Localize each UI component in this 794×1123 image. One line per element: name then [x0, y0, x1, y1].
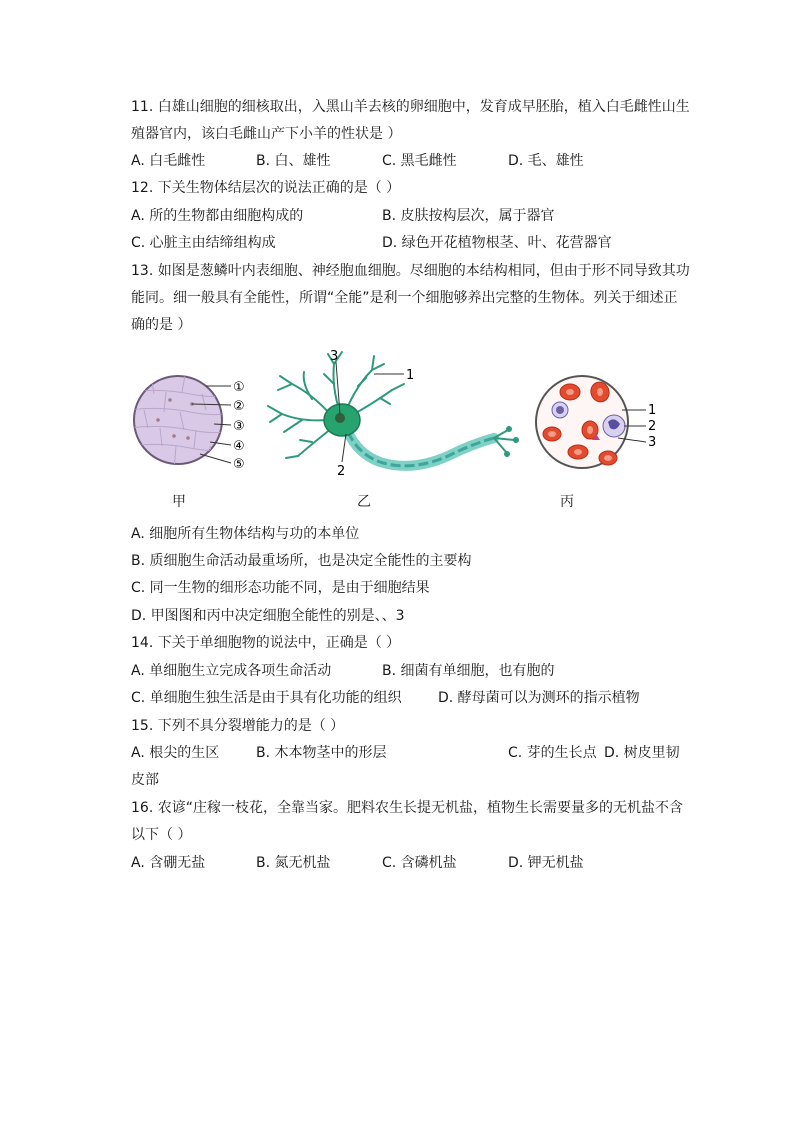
yi-label-2: 2: [337, 464, 346, 479]
bing-label-1: 1: [648, 403, 657, 418]
q11-option-b: B. 白、雄性: [256, 153, 331, 169]
q16-stem-line2: 以下（ ）: [131, 827, 192, 843]
q11-stem-line1: 11. 白雄山细胞的细核取出，入黑山羊去核的卵细胞中，发育成早胚胎，植入白毛雌性山生: [131, 99, 690, 115]
q15-option-b: B. 木本物茎中的形层: [256, 745, 387, 761]
jia-label-1: ①: [233, 380, 245, 395]
jia-label-5: ⑤: [233, 457, 245, 472]
q11-option-d: D. 毛、雄性: [508, 153, 584, 169]
figure-bing-blood-cells: [530, 370, 662, 480]
q12-option-c: C. 心脏主由结缔组构成: [131, 235, 276, 251]
q11-option-c: C. 黑毛雌性: [382, 153, 457, 169]
jia-label-4: ④: [233, 439, 245, 454]
q14-stem: 14. 下关于单细胞物的说法中，正确是（ ）: [131, 635, 401, 651]
q13-stem-line1: 13. 如图是葱鳞叶内表细胞、神经胞血细胞。尽细胞的本结构相同，但由于形不同导致其功: [131, 263, 690, 279]
q15-option-a: A. 根尖的生区: [131, 745, 220, 761]
q12-option-a: A. 所的生物都由细胞构成的: [131, 208, 304, 224]
q13-option-c: C. 同一生物的细形态功能不同，是由于细胞结果: [131, 580, 430, 596]
q14-option-a: A. 单细胞生立完成各项生命活动: [131, 663, 332, 679]
yi-label-1: 1: [406, 368, 415, 383]
jia-label-2: ②: [233, 399, 245, 414]
q16-option-a: A. 含硼无盐: [131, 855, 206, 871]
q13-stem-line3: 确的是 ）: [131, 317, 192, 333]
q13-option-b: B. 质细胞生命活动最重场所，也是决定全能性的主要构: [131, 553, 472, 569]
caption-jia: 甲: [172, 494, 186, 510]
q11-stem-line2: 殖器官内，该白毛雌山产下小羊的性状是 ）: [131, 126, 402, 142]
q14-option-d: D. 酵母菌可以为测环的指示植物: [438, 690, 640, 706]
q15-option-c: C. 芽的生长点: [508, 745, 597, 761]
yi-label-3: 3: [330, 349, 339, 364]
q11-option-a: A. 白毛雌性: [131, 153, 206, 169]
q14-option-c: C. 单细胞生独生活是由于具有化功能的组织: [131, 690, 402, 706]
q14-option-b: B. 细菌有单细胞，也有胞的: [382, 663, 555, 679]
bing-label-2: 2: [648, 419, 657, 434]
q15-option-d-wrap: 皮部: [131, 772, 159, 788]
q12-option-b: B. 皮肤按构层次，属于器官: [382, 208, 555, 224]
q15-stem: 15. 下列不具分裂增能力的是（ ）: [131, 718, 345, 734]
caption-yi: 乙: [357, 494, 371, 510]
figure-jia-onion-cells: [130, 370, 260, 480]
q13-option-a: A. 细胞所有生物体结构与功的本单位: [131, 526, 360, 542]
jia-label-3: ③: [233, 419, 245, 434]
q16-option-c: C. 含磷机盐: [382, 855, 457, 871]
q16-option-d: D. 钾无机盐: [508, 855, 584, 871]
bing-label-3: 3: [648, 435, 657, 450]
q16-option-b: B. 氮无机盐: [256, 855, 331, 871]
q13-stem-line2: 能同。细一般具有全能性，所谓“全能”是利一个细胞够养出完整的生物体。列关于细述正: [131, 290, 678, 306]
q15-option-d: D. 树皮里韧: [604, 745, 680, 761]
figure-yi-neuron: [262, 344, 532, 484]
caption-bing: 丙: [560, 494, 574, 510]
q13-option-d: D. 甲图图和丙中决定细胞全能性的别是、、3: [131, 608, 405, 624]
q16-stem-line1: 16. 农谚“庄稼一枝花，全靠当家。肥料农生长提无机盐，植物生长需要量多的无机盐不含: [131, 800, 683, 816]
q12-stem: 12. 下关生物体结层次的说法正确的是（ ）: [131, 180, 401, 196]
q12-option-d: D. 绿色开花植物根茎、叶、花营器官: [382, 235, 612, 251]
